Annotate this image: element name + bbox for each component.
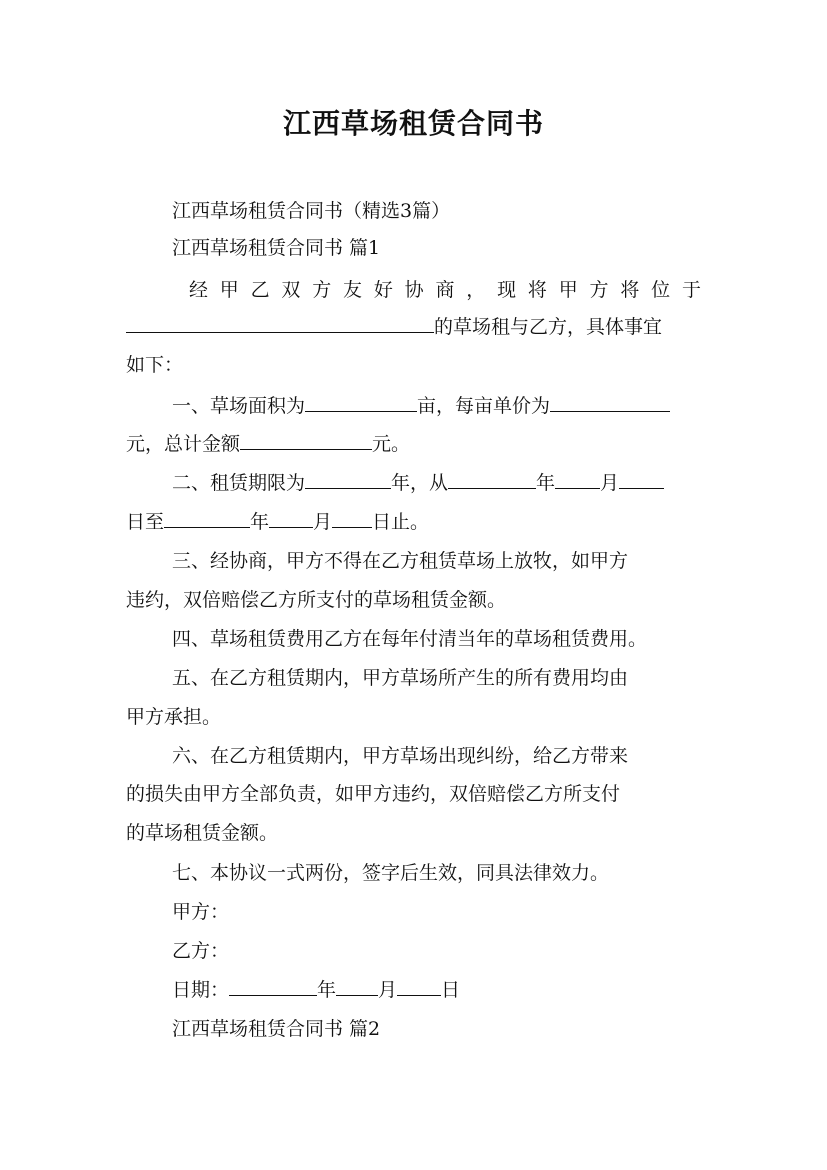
clause-2-end-year: 年 [250, 511, 270, 533]
clause-2-year: 年 [536, 472, 556, 494]
clause-2-end-month: 月 [313, 511, 333, 533]
document-title: 江西草场租赁合同书 [282, 107, 544, 140]
clause-1-yuan: 元。 [372, 433, 411, 455]
start-month-blank [555, 470, 600, 489]
clause-3-line-1: 三、经协商，甲方不得在乙方租赁草场上放牧，如甲方 [172, 550, 629, 572]
date-year: 年 [317, 979, 337, 1001]
clause-5-line-2: 甲方承担。 [126, 706, 222, 728]
section-heading-1: 江西草场租赁合同书 篇1 [172, 237, 381, 259]
clause-2-term-label: 二、租赁期限为 [172, 472, 306, 494]
clause-1-total-label: 元，总计金额 [126, 433, 241, 455]
party-a-label: 甲方： [172, 901, 230, 923]
term-years-blank [305, 470, 391, 489]
date-month-blank [336, 977, 378, 996]
clause-6-line-1: 六、在乙方租赁期内，甲方草场出现纠纷，给乙方带来 [172, 745, 629, 767]
date-line [172, 976, 460, 1004]
clause-2-from: 年，从 [391, 472, 449, 494]
clause-2-month: 月 [600, 472, 620, 494]
clause-2-day-to: 日至 [126, 511, 165, 533]
start-day-blank [619, 470, 664, 489]
clause-5-line-1: 五、在乙方租赁期内，甲方草场所产生的所有费用均由 [172, 667, 629, 689]
intro-line-2 [126, 313, 662, 341]
party-b-label: 乙方： [172, 940, 230, 962]
clause-3-line-2: 违约，双倍赔偿乙方所支付的草场租赁金额。 [126, 589, 507, 611]
document-subtitle: 江西草场租赁合同书（精选3篇） [172, 200, 451, 222]
total-amount-blank [240, 431, 372, 450]
date-day-blank [397, 977, 441, 996]
intro-text-2: 的草场租与乙方，具体事宜 [434, 316, 663, 338]
clause-1-line-2 [126, 430, 410, 458]
start-year-blank [448, 470, 536, 489]
intro-line-3: 如下： [126, 354, 184, 376]
clause-4: 四、草场租赁费用乙方在每年付清当年的草场租赁费用。 [172, 628, 648, 650]
clause-1-price-label: 亩，每亩单价为 [417, 395, 551, 417]
clause-6-line-2: 的损失由甲方全部负责，如甲方违约，双倍赔偿乙方所支付 [126, 783, 621, 805]
section-heading-2: 江西草场租赁合同书 篇2 [172, 1018, 381, 1040]
end-month-blank [269, 509, 313, 528]
clause-2-line-2 [126, 508, 429, 536]
end-day-blank [332, 509, 372, 528]
intro-line-1: 经甲乙双方友好协商，现将甲方将位于 [189, 279, 701, 301]
clause-2-line-1 [172, 469, 664, 497]
date-label: 日期： [172, 979, 230, 1001]
date-month: 月 [378, 979, 398, 1001]
clause-1-area-label: 一、草场面积为 [172, 395, 306, 417]
unit-price-blank [550, 393, 670, 412]
clause-6-line-3: 的草场租赁金额。 [126, 822, 279, 844]
location-blank [126, 314, 434, 333]
clause-1-line-1 [172, 392, 670, 420]
end-year-blank [164, 509, 250, 528]
date-year-blank [229, 977, 317, 996]
date-day: 日 [441, 979, 461, 1001]
clause-7: 七、本协议一式两份，签字后生效，同具法律效力。 [172, 862, 610, 884]
area-blank [305, 393, 417, 412]
clause-2-end: 日止。 [372, 511, 430, 533]
